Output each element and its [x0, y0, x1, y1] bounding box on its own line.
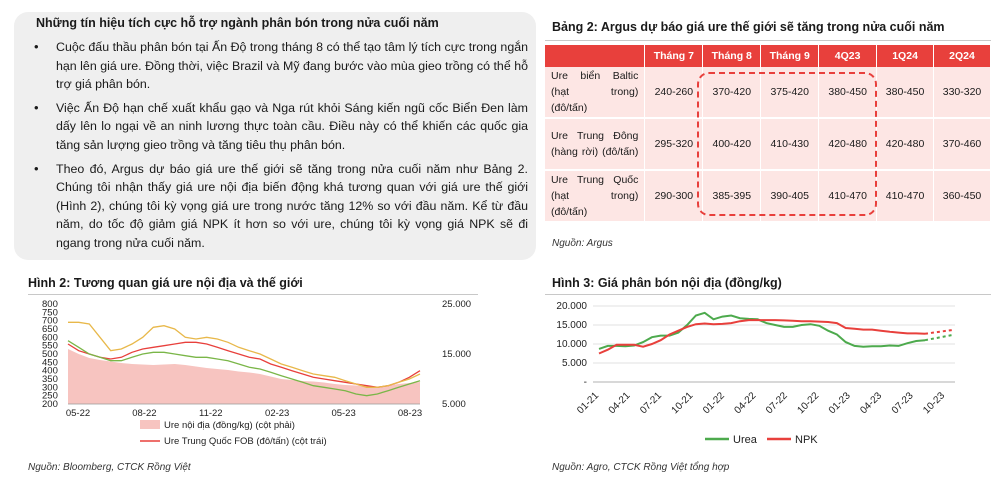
x-tick-label: 02-23 — [265, 408, 290, 419]
header-cell: 1Q24 — [877, 45, 934, 67]
figure3-source: Nguồn: Agro, CTCK Rồng Việt tổng hợp — [552, 462, 730, 473]
table-cell: 360-450 — [934, 170, 991, 222]
table-cell: 240-260 — [645, 67, 703, 118]
legend-label-npk: NPK — [795, 434, 818, 446]
x-tick-label: 05-23 — [331, 408, 356, 419]
table-cell: 400-420 — [703, 118, 761, 170]
table-cell: 375-420 — [761, 67, 819, 118]
row-label: Ure Trung Đông (hàng rời) (đô/tấn) — [545, 118, 645, 170]
divider — [28, 294, 478, 295]
y-tick-label: 10.000 — [556, 339, 587, 350]
header-cell: 2Q24 — [934, 45, 991, 67]
legend-label: Ure Trung Quốc FOB (đô/tấn) (cột trái) — [164, 436, 327, 447]
table2-source: Nguồn: Argus — [552, 238, 613, 249]
x-tick-label: 01-21 — [575, 390, 602, 417]
divider — [545, 40, 991, 41]
legend-label-urea: Urea — [733, 434, 757, 446]
header-cell: Tháng 7 — [645, 45, 703, 67]
panel-title: Những tín hiệu tích cực hỗ trợ ngành phân bón trong nửa cuối năm — [36, 16, 439, 30]
y-left-tick-label: 650 — [42, 324, 58, 335]
y-tick-label: 5.000 — [561, 358, 587, 369]
header-cell: 4Q23 — [819, 45, 877, 67]
x-tick-label: 01-22 — [701, 390, 727, 417]
bullet-list — [28, 38, 528, 258]
figure2-source: Nguồn: Bloomberg, CTCK Rồng Việt — [28, 462, 191, 473]
y-right-tick-label: 25.000 — [442, 299, 472, 310]
y-left-tick-label: 600 — [42, 332, 58, 344]
x-tick-label: 04-23 — [858, 390, 885, 417]
table-cell: 290-300 — [645, 170, 703, 222]
table-cell: 380-450 — [877, 67, 934, 118]
x-tick-label: 04-22 — [732, 390, 759, 417]
table-row — [545, 170, 991, 222]
table-cell: 390-405 — [761, 170, 819, 222]
y-left-tick-label: 400 — [42, 365, 58, 377]
y-tick-label: 15.000 — [556, 320, 587, 331]
y-left-tick-label: 250 — [42, 390, 58, 402]
y-left-tick-label: 200 — [42, 399, 58, 410]
y-left-tick-label: 350 — [42, 374, 58, 385]
header-cell: Tháng 8 — [703, 45, 761, 67]
table-cell: 420-480 — [877, 118, 934, 170]
x-tick-label: 10-22 — [795, 390, 822, 417]
x-tick-label: 04-21 — [606, 390, 633, 417]
header-blank — [545, 45, 645, 67]
y-right-tick-label: 15.000 — [442, 349, 472, 360]
x-tick-label: 08-22 — [132, 408, 157, 419]
bullet-item: • Cuộc đấu thầu phân bón tại Ấn Độ trong tháng 8 có thể tạo tâm lý tích cực trong ngắn hạn lên giá ure. Đồng thời, việc Brazil và Mỹ đang bước vào mùa gieo trồng có thể hỗ trợ giá phân bón. — [28, 38, 528, 94]
table-cell: 410-470 — [877, 170, 934, 222]
x-tick-label: 07-21 — [638, 390, 665, 417]
header-cell: Tháng 9 — [761, 45, 819, 67]
figure3-chart — [545, 296, 991, 456]
y-left-tick-label: 750 — [42, 307, 58, 319]
x-tick-label: 11-22 — [199, 408, 223, 419]
table-cell: 420-480 — [819, 118, 877, 170]
table-cell: 370-420 — [703, 67, 761, 118]
y-tick-label: - — [583, 377, 587, 388]
table-cell: 385-395 — [703, 170, 761, 222]
table-cell: 295-320 — [645, 118, 703, 170]
x-tick-label: 07-22 — [763, 390, 790, 417]
x-tick-label: 08-23 — [397, 408, 423, 419]
table-row — [545, 118, 991, 170]
table2-title: Bảng 2: Argus dự báo giá ure thế giới sẽ tăng trong nửa cuối năm — [552, 20, 945, 34]
table-cell: 380-450 — [819, 67, 877, 118]
y-tick-label: 20.000 — [556, 301, 587, 312]
table-cell: 410-430 — [761, 118, 819, 170]
argus-forecast-table — [545, 45, 991, 223]
table-header-row — [545, 45, 991, 67]
figure2-title: Hình 2: Tương quan giá ure nội địa và thế giới — [28, 276, 303, 290]
x-tick-label: 10-23 — [921, 390, 948, 417]
x-tick-label: 10-21 — [669, 390, 696, 417]
y-right-tick-label: 5.000 — [442, 399, 466, 410]
y-left-tick-label: 450 — [42, 357, 58, 369]
x-tick-label: 01-23 — [826, 390, 853, 417]
x-tick-label: 07-23 — [889, 390, 916, 417]
y-left-tick-label: 500 — [42, 349, 58, 360]
row-label: Ure biển Baltic (hạt trong) (đô/tấn) — [545, 67, 645, 118]
table-row — [545, 67, 991, 118]
bullet-item: • Việc Ấn Độ hạn chế xuất khẩu gạo và Nga rút khỏi Sáng kiến ngũ cốc Biển Đen làm dấy lên lo ngại về an ninh lương thực toàn cầu. Điều này có thể khiến các quốc gia tăng sản lượng gieo trồng và tăng tiêu thụ phân bón. — [28, 99, 528, 155]
table-cell: 410-470 — [819, 170, 877, 222]
table-cell: 330-320 — [934, 67, 991, 118]
bullet-item: • Theo đó, Argus dự báo giá ure thế giới sẽ tăng trong nửa cuối năm như Bảng 2. Chúng tôi nhận thấy giá ure nội địa biến động khá tương quan với giá ure thế giới (Hình 2), chúng tôi kỳ vọng giá ure trong nước tăng 12% so với đầu năm. Kể từ đầu năm, do tốc độ giảm giá NPK ít hơn so với ure, chúng tôi kỳ vọng giá NPK sẽ đi ngang trong nửa cuối năm. — [28, 160, 528, 253]
figure2-chart — [20, 296, 500, 451]
figure3-title: Hình 3: Giá phân bón nội địa (đồng/kg) — [552, 276, 782, 290]
legend-label: Ure nội địa (đồng/kg) (cột phải) — [164, 420, 295, 431]
summary-panel — [14, 12, 536, 260]
x-tick-label: 05-22 — [65, 408, 91, 419]
row-label: Ure Trung Quốc (hạt trong) (đô/tấn) — [545, 170, 645, 222]
table-cell: 370-460 — [934, 118, 991, 170]
y-left-tick-label: 550 — [42, 340, 58, 352]
y-left-tick-label: 300 — [42, 382, 58, 394]
y-left-tick-label: 700 — [42, 315, 58, 327]
forecast-line-urea — [925, 335, 953, 340]
y-left-tick-label: 800 — [42, 299, 58, 310]
divider — [545, 294, 991, 295]
forecast-line-npk — [925, 330, 953, 334]
legend-swatch-area — [140, 420, 160, 429]
